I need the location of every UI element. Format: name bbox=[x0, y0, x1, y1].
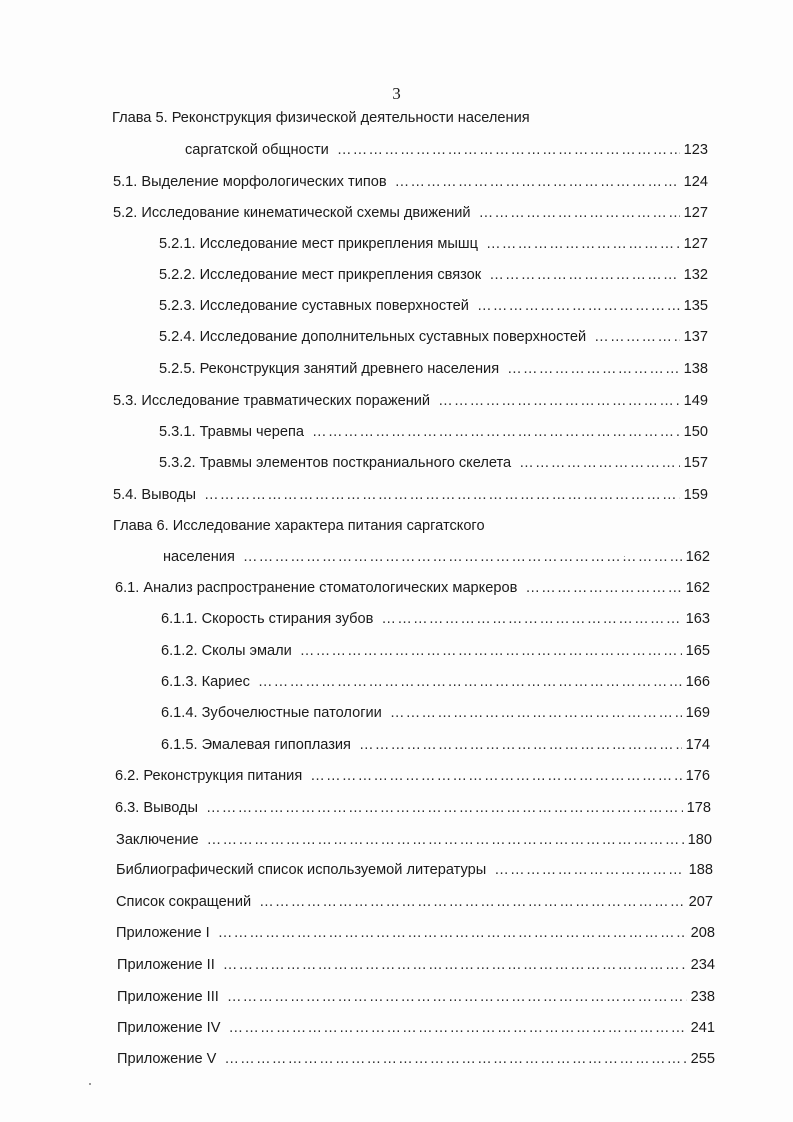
toc-leader-dots bbox=[477, 295, 680, 317]
toc-entry bbox=[159, 358, 708, 380]
toc-entry-chapter-6-heading bbox=[113, 515, 485, 537]
toc-entry-page: 180 bbox=[687, 832, 712, 848]
toc-entry-title: Список сокращений bbox=[116, 894, 252, 910]
toc-leader-dots bbox=[223, 954, 687, 976]
toc-entry-title: 5.4. Выводы bbox=[113, 487, 197, 503]
toc-leader-dots bbox=[479, 202, 680, 224]
toc-entry bbox=[159, 295, 708, 317]
toc-entry-page: 157 bbox=[683, 455, 708, 471]
toc-leader-dots bbox=[494, 859, 684, 881]
page-number: 3 bbox=[392, 84, 401, 103]
toc-leader-dots bbox=[310, 765, 681, 787]
toc-entry-page: 207 bbox=[688, 894, 713, 910]
toc-entry-title: 6.1.2. Сколы эмали bbox=[161, 643, 292, 659]
toc-leader-dots bbox=[207, 829, 684, 851]
toc-leader-dots bbox=[218, 922, 687, 944]
toc-leader-dots bbox=[395, 171, 680, 193]
toc-entry-title: Глава 5. Реконструкция физической деятельности населения bbox=[112, 110, 530, 126]
toc-leader-dots bbox=[438, 390, 680, 412]
toc-entry bbox=[159, 264, 708, 286]
toc-leader-dots bbox=[258, 671, 682, 693]
toc-entry-page: 166 bbox=[685, 674, 710, 690]
toc-entry bbox=[117, 1048, 715, 1070]
toc-entry-title: 5.2.2. Исследование мест прикрепления связок bbox=[159, 267, 482, 283]
toc-entry-title: 6.1.3. Кариес bbox=[161, 674, 250, 690]
toc-entry bbox=[159, 233, 708, 255]
toc-leader-dots bbox=[359, 734, 682, 756]
toc-entry-title: 6.2. Реконструкция питания bbox=[115, 768, 303, 784]
toc-entry bbox=[116, 829, 712, 851]
toc-entry-title: Приложение I bbox=[116, 925, 210, 941]
toc-entry-title: 6.1.5. Эмалевая гипоплазия bbox=[161, 737, 351, 753]
toc-entry bbox=[115, 765, 710, 787]
toc-entry-page: 169 bbox=[685, 705, 710, 721]
toc-leader-dots bbox=[300, 640, 682, 662]
toc-entry-page: 188 bbox=[688, 862, 713, 878]
toc-entry-title: Глава 6. Исследование характера питания саргатского bbox=[113, 518, 485, 534]
toc-leader-dots bbox=[507, 358, 680, 380]
toc-entry bbox=[117, 954, 715, 976]
toc-entry bbox=[115, 797, 711, 819]
toc-entry-title: 5.1. Выделение морфологических типов bbox=[113, 174, 387, 190]
toc-entry-title: саргатской общности bbox=[185, 142, 329, 158]
toc-entry-title: Приложение III bbox=[117, 989, 219, 1005]
toc-entry bbox=[113, 171, 708, 193]
toc-entry bbox=[161, 671, 710, 693]
toc-leader-dots bbox=[489, 264, 679, 286]
toc-leader-dots bbox=[594, 326, 679, 348]
toc-entry-page: 150 bbox=[683, 424, 708, 440]
toc-entry-page: 162 bbox=[685, 580, 710, 596]
toc-entry-title: 6.1. Анализ распространение стоматологических маркеров bbox=[115, 580, 518, 596]
toc-entry bbox=[115, 577, 710, 599]
toc-entry-page: 241 bbox=[690, 1020, 715, 1036]
toc-entry-page: 124 bbox=[683, 174, 708, 190]
toc-entry-title: Заключение bbox=[116, 832, 199, 848]
toc-entry-title: 5.2.5. Реконструкция занятий древнего населения bbox=[159, 361, 500, 377]
toc-entry-title: 6.3. Выводы bbox=[115, 800, 199, 816]
toc-entry bbox=[117, 986, 715, 1008]
toc-entry-page: 174 bbox=[685, 737, 710, 753]
toc-leader-dots bbox=[381, 608, 681, 630]
toc-entry-title: 6.1.4. Зубочелюстные патологии bbox=[161, 705, 382, 721]
toc-leader-dots bbox=[486, 233, 680, 255]
toc-leader-dots bbox=[312, 421, 680, 443]
toc-leader-dots bbox=[204, 484, 680, 506]
toc-leader-dots bbox=[243, 546, 682, 568]
toc-entry-title: 5.2.1. Исследование мест прикрепления мышц bbox=[159, 236, 478, 252]
toc-entry bbox=[116, 891, 713, 913]
toc-entry bbox=[185, 139, 708, 161]
toc-leader-dots bbox=[525, 577, 681, 599]
toc-entry-page: 255 bbox=[690, 1051, 715, 1067]
toc-entry bbox=[113, 484, 708, 506]
toc-entry-page: 135 bbox=[683, 298, 708, 314]
toc-entry-page: 138 bbox=[683, 361, 708, 377]
toc-entry-page: 123 bbox=[683, 142, 708, 158]
toc-entry-page: 137 bbox=[683, 329, 708, 345]
toc-entry bbox=[159, 421, 708, 443]
toc-entry bbox=[116, 859, 713, 881]
toc-leader-dots bbox=[519, 452, 679, 474]
toc-leader-dots bbox=[337, 139, 680, 161]
toc-entry-title: Приложение V bbox=[117, 1051, 217, 1067]
toc-entry-chapter-5-heading bbox=[112, 107, 530, 129]
toc-entry bbox=[161, 734, 710, 756]
toc-entry-title: 6.1.1. Скорость стирания зубов bbox=[161, 611, 374, 627]
toc-entry-page: 127 bbox=[683, 205, 708, 221]
toc-entry-page: 238 bbox=[690, 989, 715, 1005]
toc-entry bbox=[113, 202, 708, 224]
toc-leader-dots bbox=[259, 891, 685, 913]
toc-entry-title: 5.2.3. Исследование суставных поверхностей bbox=[159, 298, 469, 314]
toc-entry bbox=[117, 1017, 715, 1039]
toc-entry-title: 5.3.1. Травмы черепа bbox=[159, 424, 305, 440]
toc-entry-page: 176 bbox=[685, 768, 710, 784]
toc-entry bbox=[113, 390, 708, 412]
toc-leader-dots bbox=[206, 797, 683, 819]
toc-entry-page: 127 bbox=[683, 236, 708, 252]
toc-entry-title: 5.3.2. Травмы элементов посткраниального скелета bbox=[159, 455, 512, 471]
toc-entry-title: Приложение II bbox=[117, 957, 215, 973]
toc-leader-dots bbox=[228, 1017, 686, 1039]
toc-entry-page: 162 bbox=[685, 549, 710, 565]
toc-entry-page: 159 bbox=[683, 487, 708, 503]
toc-entry-page: 163 bbox=[685, 611, 710, 627]
toc-entry-title: 5.3. Исследование травматических поражений bbox=[113, 393, 431, 409]
toc-entry-page: 178 bbox=[686, 800, 711, 816]
toc-entry bbox=[159, 452, 708, 474]
toc-leader-dots bbox=[390, 702, 682, 724]
toc-entry-page: 208 bbox=[690, 925, 715, 941]
toc-entry bbox=[161, 702, 710, 724]
toc-entry-page: 149 bbox=[683, 393, 708, 409]
toc-entry-title: 5.2.4. Исследование дополнительных суставных поверхностей bbox=[159, 329, 587, 345]
toc-entry-title: населения bbox=[163, 549, 235, 565]
toc-entry bbox=[161, 608, 710, 630]
toc-entry-page: 234 bbox=[690, 957, 715, 973]
toc-entry-page: 165 bbox=[685, 643, 710, 659]
toc-entry bbox=[159, 326, 708, 348]
scan-speck bbox=[624, 556, 625, 557]
scan-speck bbox=[89, 1083, 91, 1085]
toc-leader-dots bbox=[227, 986, 687, 1008]
toc-entry bbox=[161, 640, 710, 662]
toc-entry-title: Библиографический список используемой литературы bbox=[116, 862, 487, 878]
toc-entry bbox=[116, 922, 715, 944]
toc-entry-page: 132 bbox=[683, 267, 708, 283]
toc-entry bbox=[163, 546, 710, 568]
toc-leader-dots bbox=[224, 1048, 686, 1070]
toc-entry-title: Приложение IV bbox=[117, 1020, 221, 1036]
toc-entry-title: 5.2. Исследование кинематической схемы движений bbox=[113, 205, 471, 221]
